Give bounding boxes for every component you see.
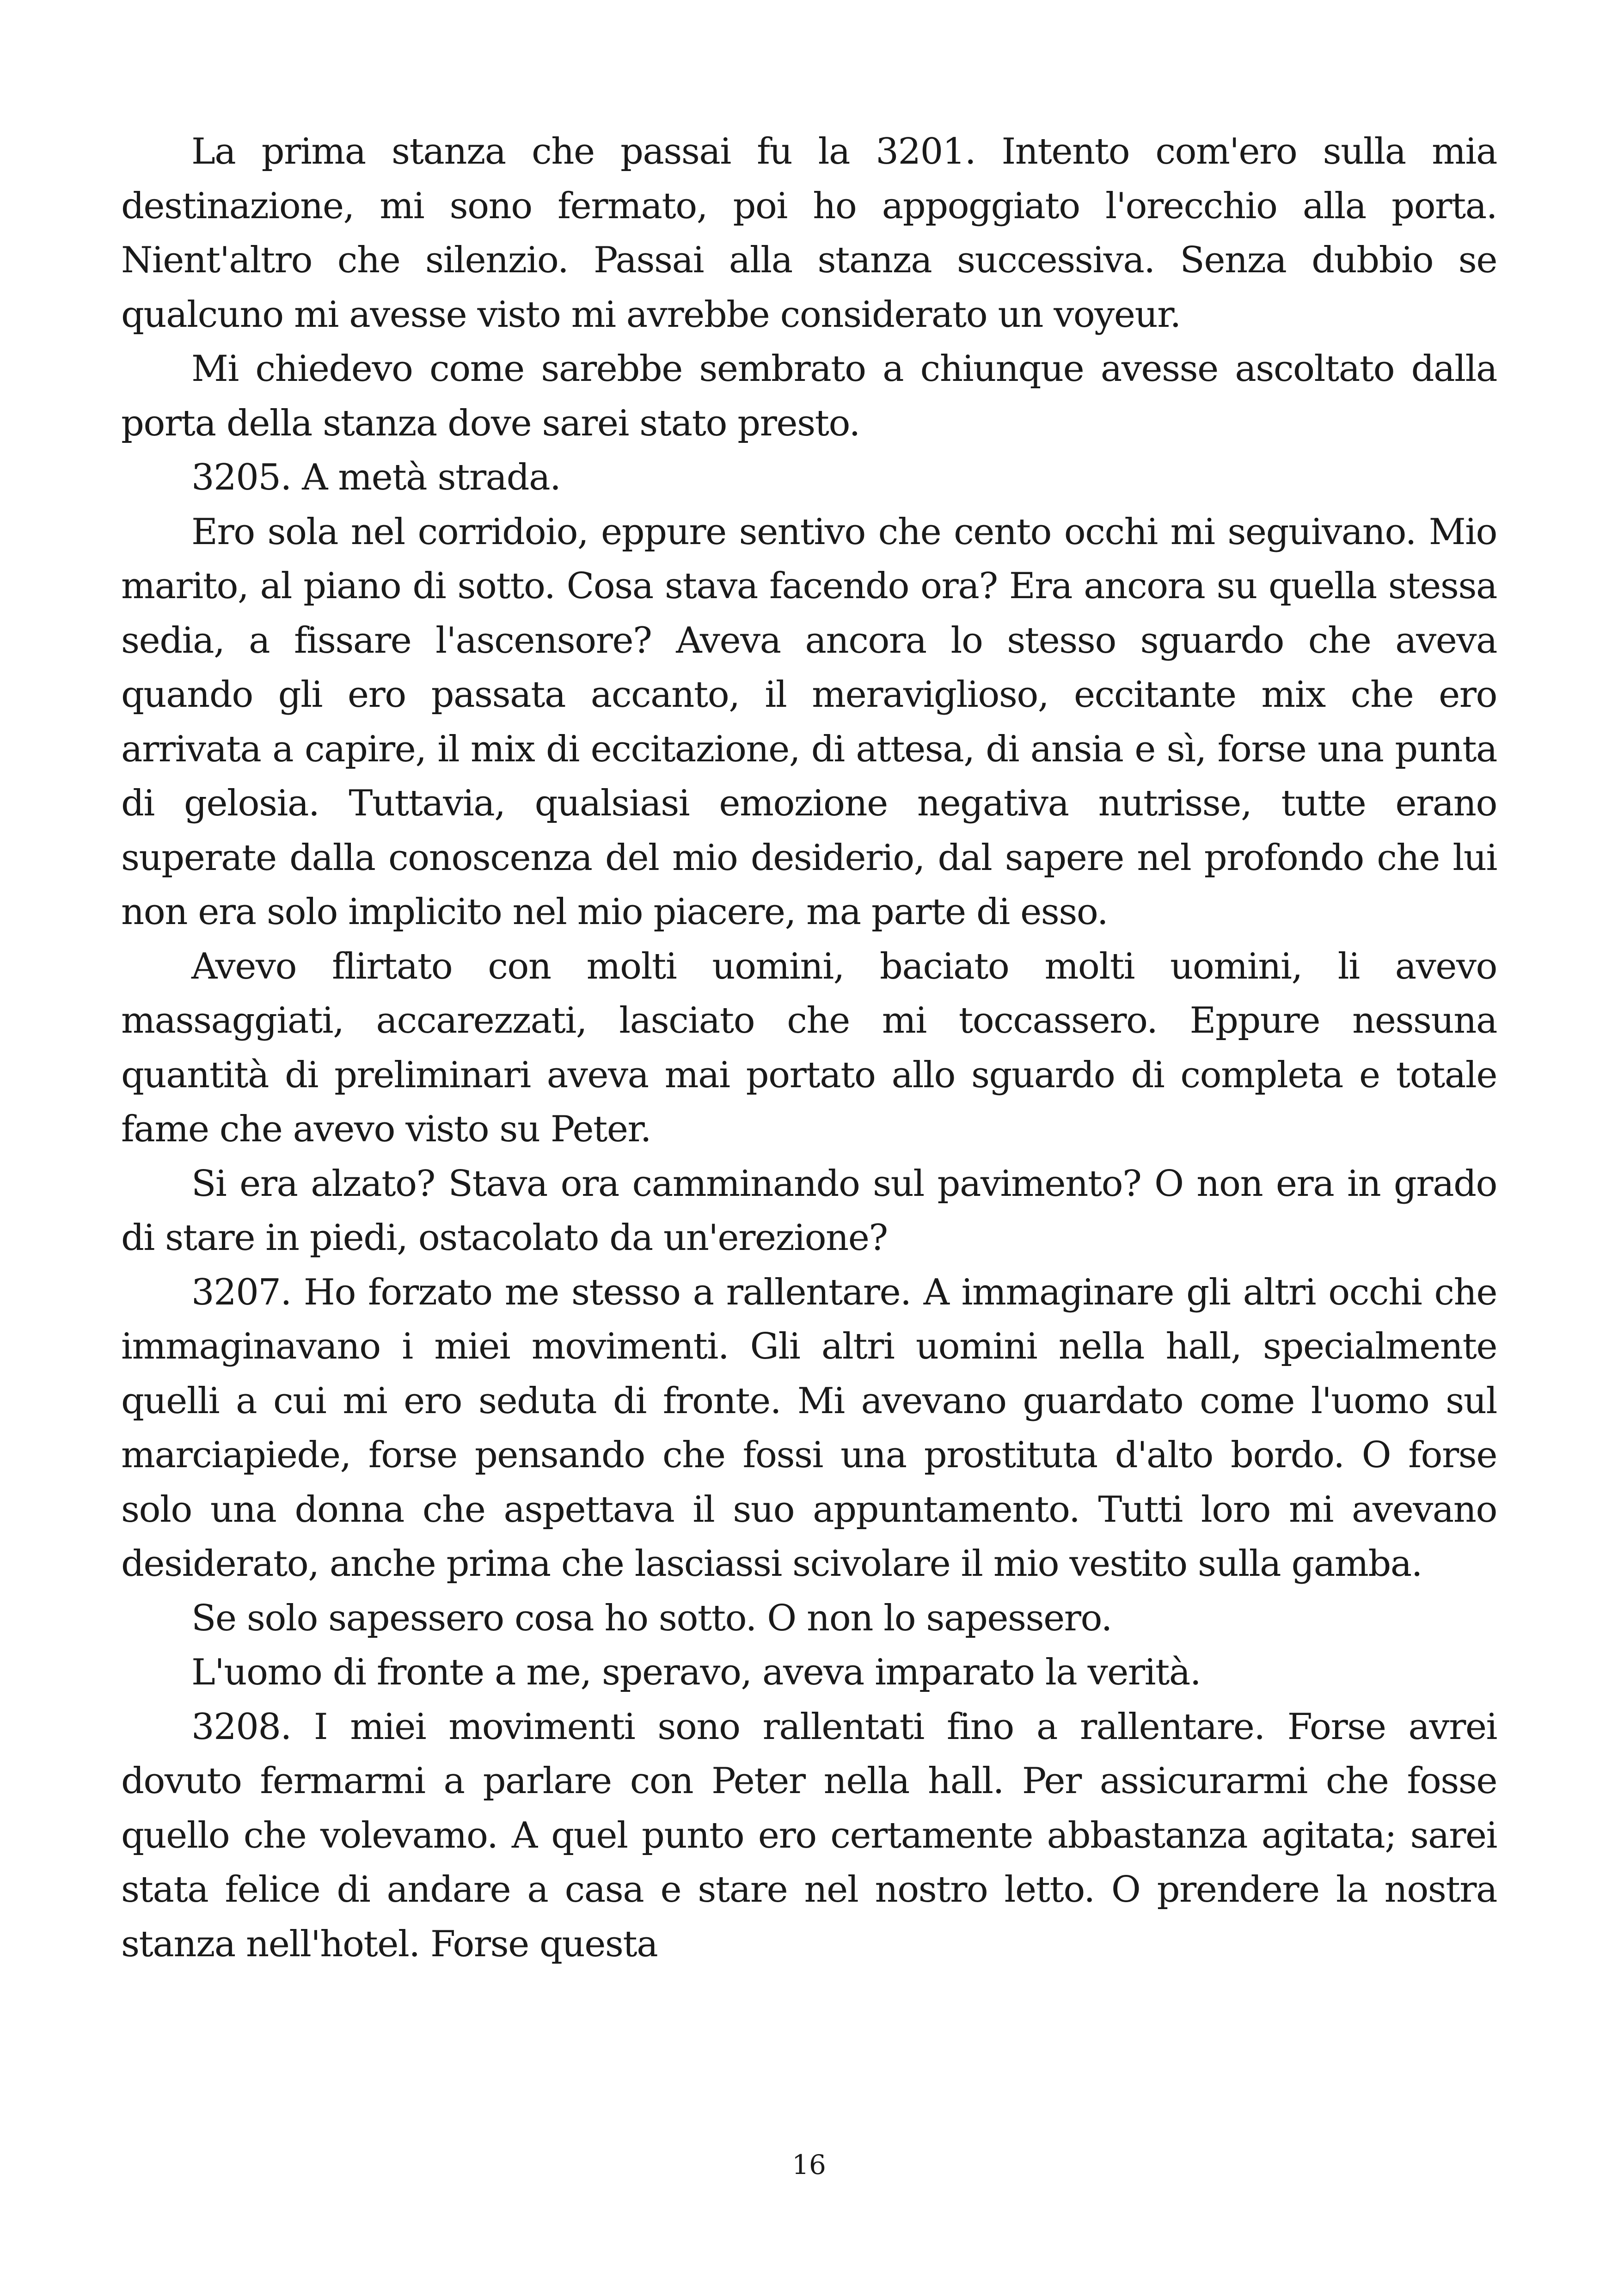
- paragraph-5: Avevo flirtato con molti uomini, baciato molti uomini, li avevo massaggiati, accarezzati, lasciato che mi toccassero. Eppure nessuna quantità di preliminari aveva mai portato allo sguardo di completa e totale fame che avevo visto su Peter.: [121, 945, 1497, 1150]
- paragraph-7: 3207. Ho forzato me stesso a rallentare. A immaginare gli altri occhi che immaginavano i miei movimenti. Gli altri uomini nella hall, specialmente quelli a cui mi ero seduta di fronte. Mi avevano guardato come l'uomo sul marciapiede, forse pensando che fossi una prostituta d'alto bordo. O forse solo una donna che aspettava il suo appuntamento. Tutti loro mi avevano desiderato, anche prima che lasciassi scivolare il mio vestito sulla gamba.: [121, 1271, 1497, 1585]
- paragraph-3: 3205. A metà strada.: [191, 457, 561, 498]
- paragraph-9: L'uomo di fronte a me, speravo, aveva imparato la verità.: [191, 1652, 1201, 1693]
- paragraph-10: 3208. I miei movimenti sono rallentati fino a rallentare. Forse avrei dovuto fermarmi a parlare con Peter nella hall. Per assicurarmi che fosse quello che volevamo. A quel punto ero certamente abbastanza agitata; sarei stata felice di andare a casa e stare nel nostro letto. O prendere la nostra stanza nell'hotel. Forse questa: [121, 1706, 1497, 1965]
- paragraph-6: Si era alzato? Stava ora camminando sul pavimento? O non era in grado di stare in piedi, ostacolato da un'erezione?: [121, 1163, 1497, 1259]
- body-text: [121, 125, 1497, 1971]
- paragraph-1: La prima stanza che passai fu la 3201. Intento com'ero sulla mia destinazione, mi sono fermato, poi ho appoggiato l'orecchio alla porta. Nient'altro che silenzio. Passai alla stanza successiva. Senza dubbio se qualcuno mi avesse visto mi avrebbe considerato un voyeur.: [121, 131, 1497, 336]
- paragraph-8: Se solo sapessero cosa ho sotto. O non lo sapessero.: [191, 1597, 1112, 1639]
- page-number: 16: [792, 2149, 826, 2180]
- paragraph-2: Mi chiedevo come sarebbe sembrato a chiunque avesse ascoltato dalla porta della stanza dove sarei stato presto.: [121, 348, 1497, 444]
- paragraph-4: Ero sola nel corridoio, eppure sentivo che cento occhi mi seguivano. Mio marito, al piano di sotto. Cosa stava facendo ora? Era ancora su quella stessa sedia, a fissare l'ascensore? Aveva ancora lo stesso sguardo che aveva quando gli ero passata accanto, il meraviglioso, eccitante mix che ero arrivata a capire, il mix di eccitazione, di attesa, di ansia e sì, forse una punta di gelosia. Tuttavia, qualsiasi emozione negativa nutrisse, tutte erano superate dalla conoscenza del mio desiderio, dal sapere nel profondo che lui non era solo implicito nel mio piacere, ma parte di esso.: [121, 511, 1497, 933]
